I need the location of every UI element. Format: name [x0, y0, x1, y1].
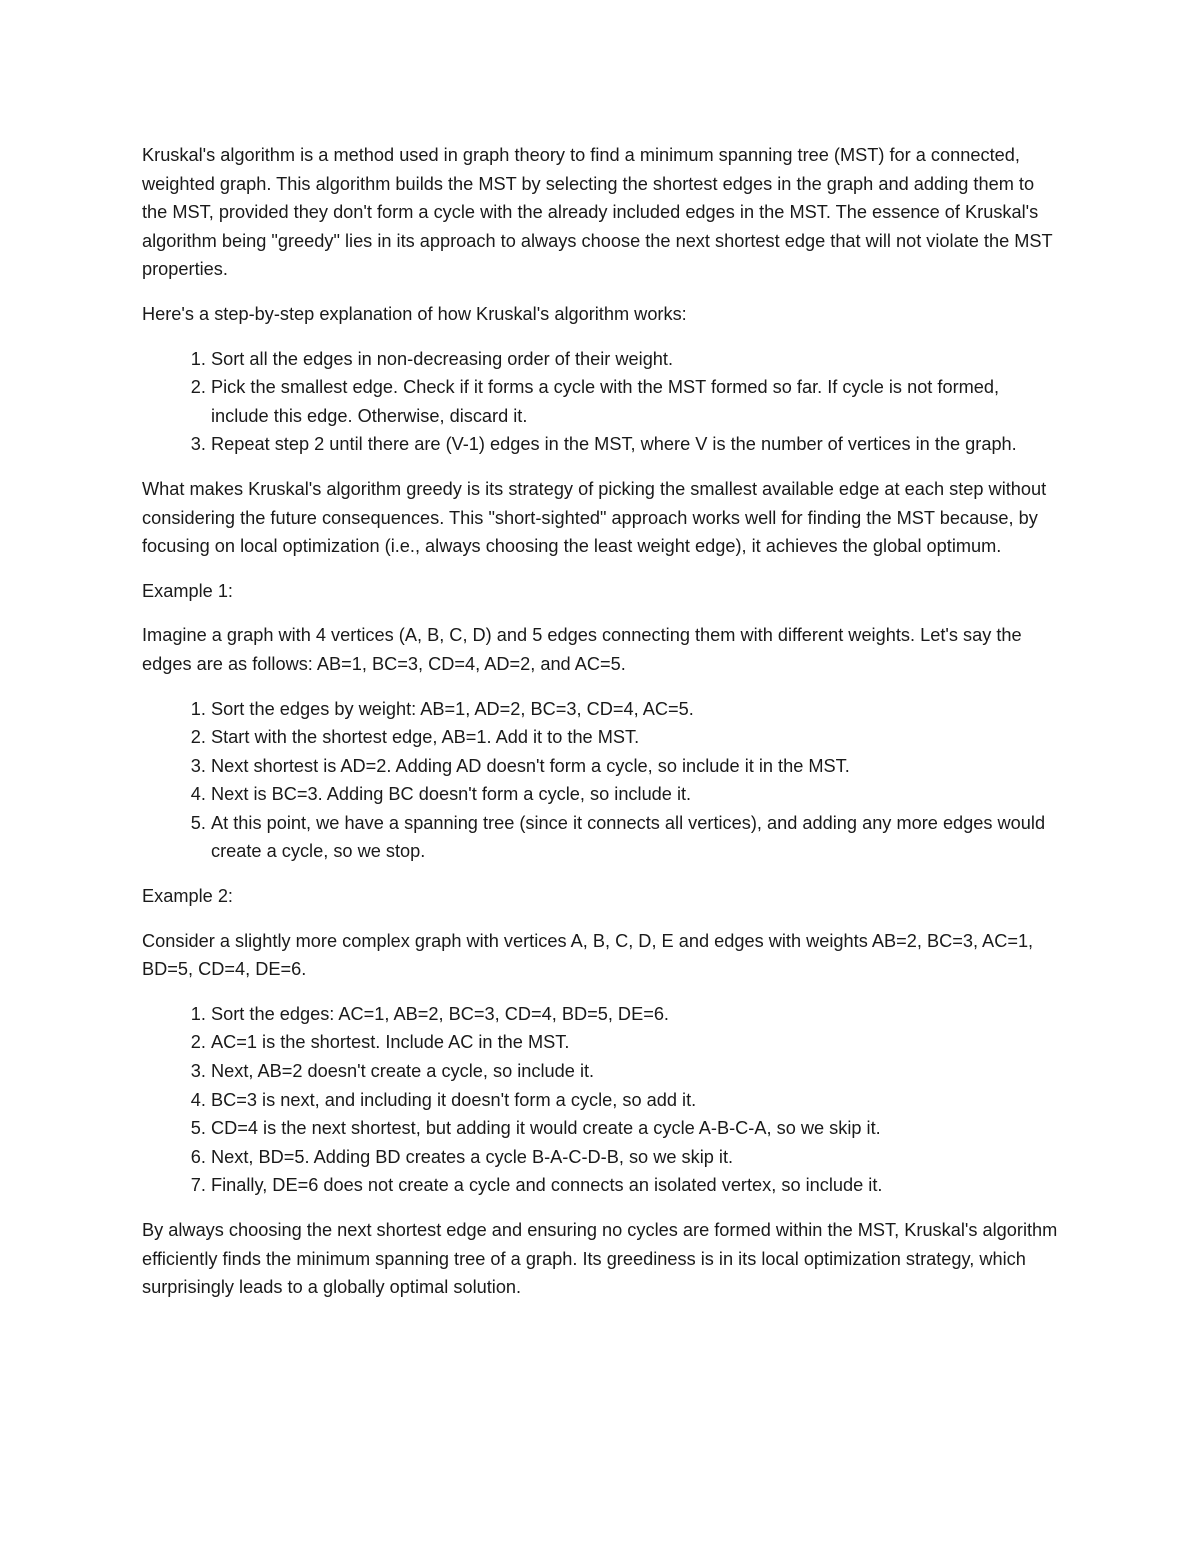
list-item: 5. At this point, we have a spanning tree (since it connects all vertices), and adding any more edges would create a cycle, so we stop. — [211, 809, 1060, 866]
algorithm-steps-list — [142, 345, 1060, 459]
list-item: 2. Pick the smallest edge. Check if it forms a cycle with the MST formed so far. If cycle is not formed, include this edge. Otherwise, discard it. — [211, 373, 1060, 430]
list-item: 1. Sort the edges by weight: AB=1, AD=2, BC=3, CD=4, AC=5. — [211, 695, 1060, 724]
list-item: 3. Repeat step 2 until there are (V-1) edges in the MST, where V is the number of vertices in the graph. — [211, 430, 1060, 459]
example2-heading: Example 2: — [142, 886, 233, 907]
example2-description: Consider a slightly more complex graph with vertices A, B, C, D, E and edges with weights AB=2, BC=3, AC=1, BD=5, CD=4, DE=6. — [142, 930, 1034, 980]
list-item: 4. Next is BC=3. Adding BC doesn't form a cycle, so include it. — [211, 780, 1060, 809]
list-item: 5. CD=4 is the next shortest, but adding it would create a cycle A-B-C-A, so we skip it. — [211, 1114, 1060, 1143]
intro-paragraph: Kruskal's algorithm is a method used in graph theory to find a minimum spanning tree (MST) for a connected, weighted graph. This algorithm builds the MST by selecting the shortest edges in the graph and adding them to the MST, provided they don't form a cycle with the already included edges in the MST. The essence of Kruskal's algorithm being "greedy" lies in its approach to always choose the next shortest edge that will not violate the MST properties. — [142, 145, 1053, 280]
greedy-paragraph: What makes Kruskal's algorithm greedy is its strategy of picking the smallest available edge at each step without considering the future consequences. This "short-sighted" approach works well for finding the MST because, by focusing on local optimization (i.e., always choosing the least weight edge), it achieves the global optimum. — [142, 478, 1047, 557]
list-item: 1. Sort all the edges in non-decreasing order of their weight. — [211, 345, 1060, 374]
example1-steps-list — [142, 695, 1060, 867]
example1-heading: Example 1: — [142, 580, 233, 601]
document-body — [142, 141, 1060, 1318]
example1-description: Imagine a graph with 4 vertices (A, B, C, D) and 5 edges connecting them with different weights. Let's say the edges are as follows: AB=1, BC=3, CD=4, AD=2, and AC=5. — [142, 625, 1022, 674]
steps-intro-paragraph: Here's a step-by-step explanation of how Kruskal's algorithm works: — [142, 303, 687, 324]
list-item: 7. Finally, DE=6 does not create a cycle and connects an isolated vertex, so include it. — [211, 1171, 1060, 1200]
list-item: 2. Start with the shortest edge, AB=1. Add it to the MST. — [211, 723, 1060, 752]
list-item: 6. Next, BD=5. Adding BD creates a cycle B-A-C-D-B, so we skip it. — [211, 1143, 1060, 1172]
list-item: 3. Next, AB=2 doesn't create a cycle, so include it. — [211, 1057, 1060, 1086]
example2-steps-list — [142, 1000, 1060, 1200]
conclusion-paragraph: By always choosing the next shortest edge and ensuring no cycles are formed within the MST, Kruskal's algorithm efficiently finds the minimum spanning tree of a graph. Its greediness is in its local optimization strategy, which surprisingly leads to a globally optimal solution. — [142, 1220, 1058, 1298]
list-item: 3. Next shortest is AD=2. Adding AD doesn't form a cycle, so include it in the MST. — [211, 752, 1060, 781]
list-item: 4. BC=3 is next, and including it doesn't form a cycle, so add it. — [211, 1086, 1060, 1115]
list-item: 2. AC=1 is the shortest. Include AC in the MST. — [211, 1028, 1060, 1057]
list-item: 1. Sort the edges: AC=1, AB=2, BC=3, CD=4, BD=5, DE=6. — [211, 1000, 1060, 1029]
